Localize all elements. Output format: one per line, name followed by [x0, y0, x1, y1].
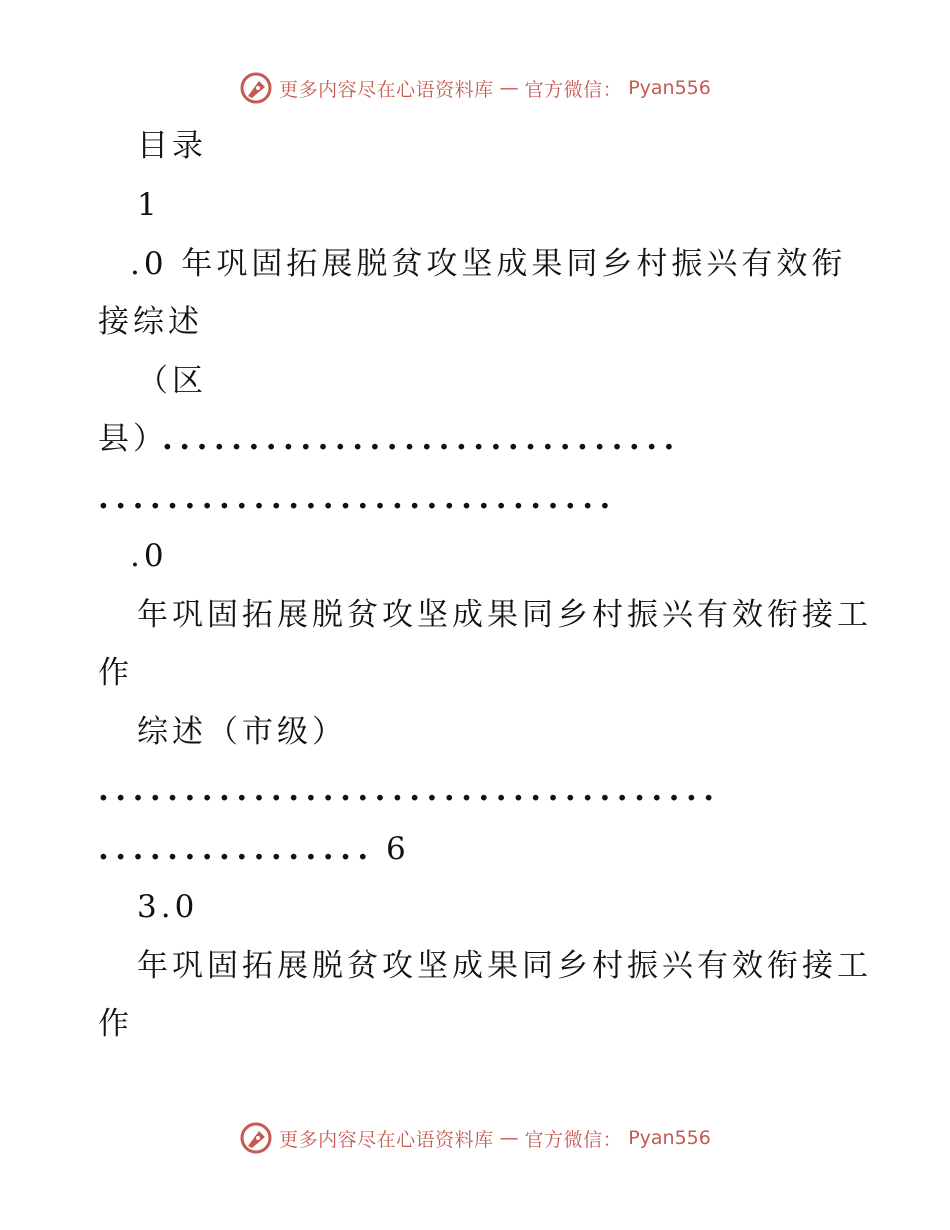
toc-line-15: 作: [98, 1006, 133, 1042]
toc-line-13: 3.0: [137, 889, 199, 925]
toc-page-number: 6: [386, 831, 410, 867]
toc-line-7: .0: [130, 538, 168, 574]
toc-line-4: （区: [137, 363, 207, 399]
watermark-text: 更多内容尽在心语资料库: [279, 78, 494, 101]
toc-leader-dots-6: ..............................: [98, 480, 617, 516]
toc-line-5: 县）: [98, 421, 168, 457]
pen-nib-logo-icon: [239, 71, 273, 105]
toc-line-9: 作: [98, 655, 133, 691]
watermark-footer: [0, 1121, 950, 1155]
toc-line-2: .0 年巩固拓展脱贫攻坚成果同乡村振兴有效衔: [130, 246, 847, 282]
toc-leader-dots-5: ..............................: [162, 421, 681, 457]
toc-line-3: 接综述: [98, 304, 203, 340]
watermark-id: Pyan556: [628, 1127, 711, 1149]
watermark-dash: —: [499, 77, 519, 99]
toc-line-1: 1: [137, 187, 161, 223]
toc-title: 目录: [137, 128, 207, 164]
watermark-label: 官方微信：: [524, 78, 623, 101]
pen-nib-logo-icon: [239, 1121, 273, 1155]
watermark-text: 更多内容尽在心语资料库: [279, 1128, 494, 1151]
watermark-label: 官方微信：: [524, 1128, 623, 1151]
watermark-header: [0, 71, 950, 105]
toc-line-14: 年巩固拓展脱贫攻坚成果同乡村振兴有效衔接工: [137, 948, 872, 984]
watermark-id: Pyan556: [628, 77, 711, 99]
toc-line-8: 年巩固拓展脱贫攻坚成果同乡村振兴有效衔接工: [137, 597, 872, 633]
toc-line-10: 综述（市级）: [137, 714, 347, 750]
toc-leader-dots-11: ....................................: [98, 772, 721, 808]
watermark-dash: —: [499, 1127, 519, 1149]
toc-leader-dots-12: ................: [98, 831, 375, 867]
